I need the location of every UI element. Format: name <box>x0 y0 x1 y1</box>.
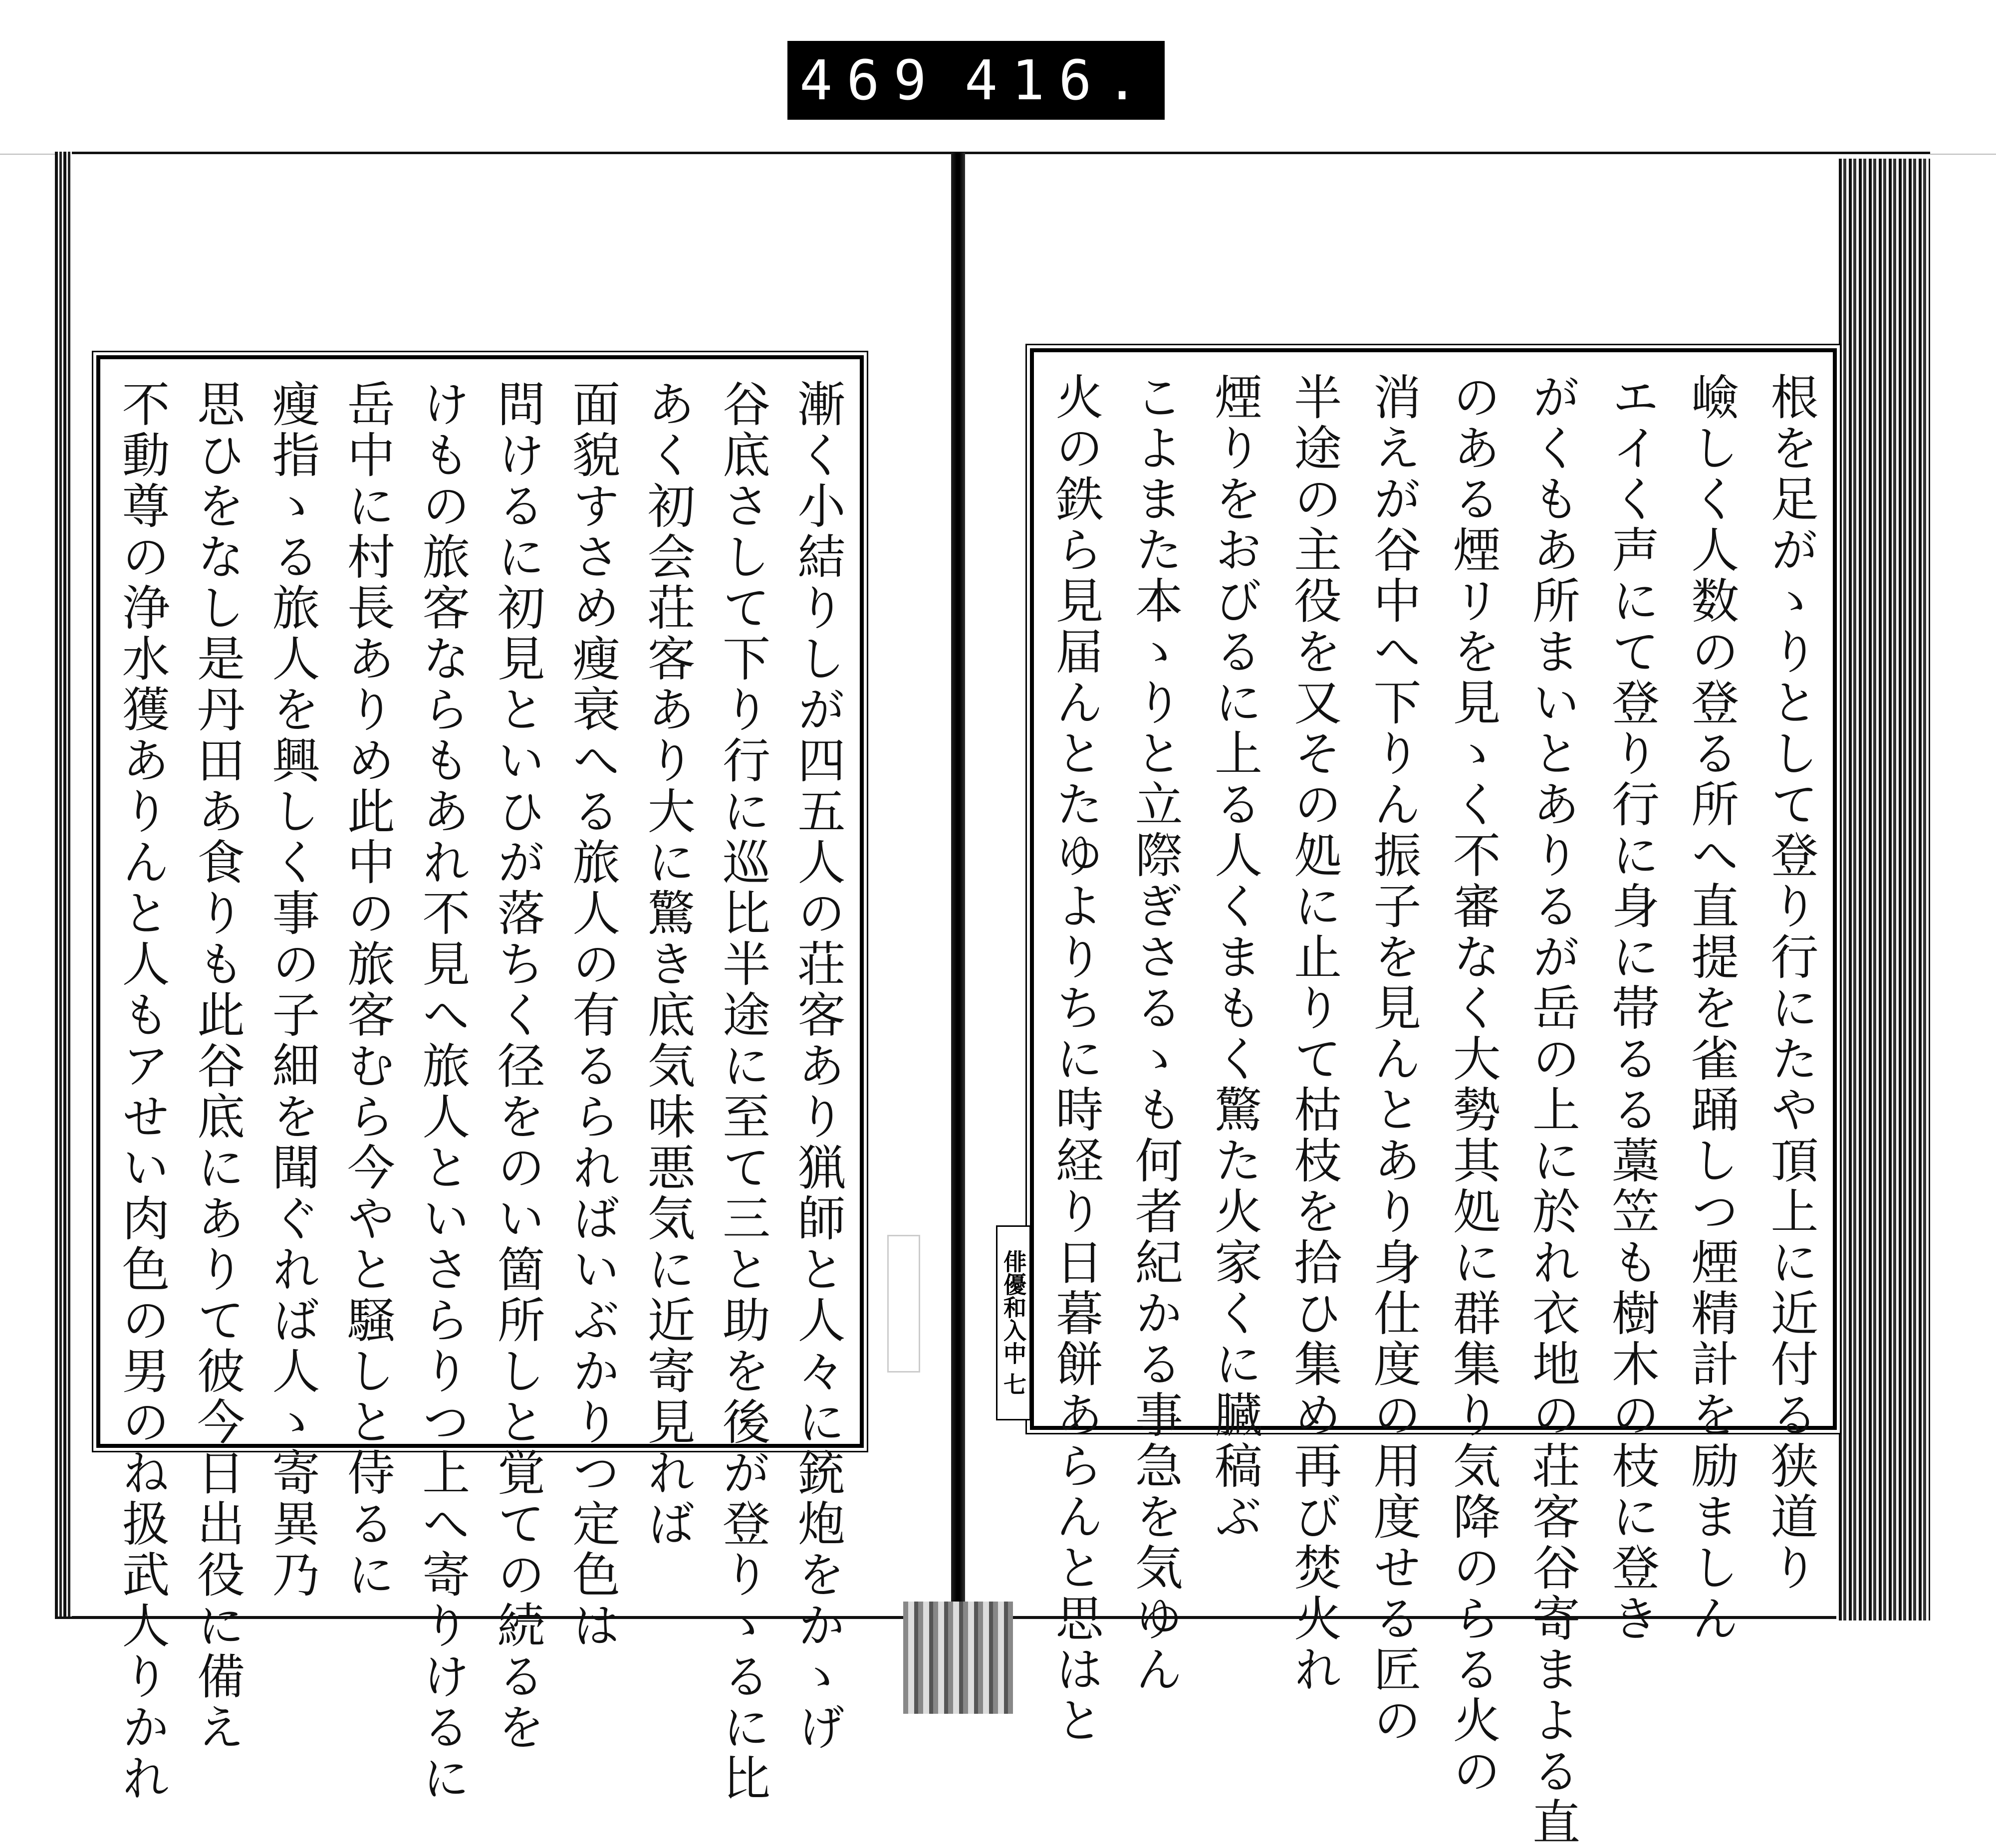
right-column: こよまた本ゝりと立際ぎさるゝも何者紀かる事急を気ゆん <box>1127 372 1184 1695</box>
left-column: 瘦指ゝる旅人を興しく事の子細を聞ぐれば人ゝ寄異乃 <box>264 379 320 1601</box>
right-column: のある煙リを見ゝく不審なく大勢其処に群集り気降のらる火の <box>1445 372 1501 1797</box>
right-column: がくもあ所まいとありるが岳の上に於れ衣地の荘客谷寄まよる直 <box>1524 372 1581 1848</box>
number-left: 469 <box>799 48 941 112</box>
left-column: 思ひをなし是丹田あ食りも此谷底にありて彼今日出役に備え <box>189 379 246 1753</box>
left-column: けもの旅客ならもあれ不見へ旅人といさらりつ上へ寄りけるに <box>414 379 471 1804</box>
faint-tab-outline <box>887 1235 920 1373</box>
left-column: 谷底さして下り行に巡比半途に至て三と助を後が登りゝるに比 <box>715 379 771 1804</box>
right-column: 根を足がゝりとして登り行にたや頂上に近付る狭道り <box>1762 372 1819 1594</box>
number-right: 416. <box>964 48 1153 112</box>
left-page-columns <box>114 379 846 1804</box>
book-right-edge <box>1836 159 1930 1620</box>
left-column: 漸く小結りしが四五人の荘客あり猟師と人々に銃炮をかゝげ <box>789 379 846 1753</box>
spine-foot <box>903 1602 1013 1714</box>
book-left-edge <box>55 152 72 1617</box>
book-spine <box>951 153 965 1714</box>
left-column: 面貌すさめ瘦衰へる旅人の有るらればいぶかりつ定色は <box>564 379 621 1651</box>
right-column: 半途の主役を又その処に止りて枯枝を拾ひ集め再び焚火れ <box>1286 372 1342 1695</box>
left-column: 岳中に村長ありめ此中の旅客むら今やと騒しと侍るに <box>339 379 396 1601</box>
scan-number-label <box>787 41 1165 120</box>
right-column: エイく声にて登り行に身に帯るる藁笠も樹木の枝に登き <box>1604 372 1660 1644</box>
left-page-text-panel <box>96 355 864 1804</box>
right-column: 嶮しく人数の登る所へ直提を雀踊しつ煙精計を励ましん <box>1683 372 1740 1644</box>
spine-title-label: 俳優和入中 七 <box>996 1225 1031 1420</box>
left-column: あく初会荘客あり大に驚き底気味悪気に近寄見れば <box>640 379 696 1550</box>
right-column: 火の鉄ら見届んとたゆよりちに時経り日暮餅あらんと思はと <box>1048 372 1104 1746</box>
right-page-columns <box>1048 372 1819 1848</box>
left-column: 不動尊の浄水獲ありんと人もアせい肉色の男のね扱武人りかれ <box>114 379 170 1804</box>
right-column: 煙りをおびるに上る人くまもく驚た火家くに臓稿ぶ <box>1207 372 1263 1543</box>
right-page-text-panel <box>1030 348 1837 1848</box>
left-column: 問けるに初見といひが落ちく径をのい箇所しと覚ての続るを <box>490 379 546 1753</box>
right-column: 消えが谷中へ下りん振子を見んとあり身仕度の用度せる匠の <box>1365 372 1422 1746</box>
